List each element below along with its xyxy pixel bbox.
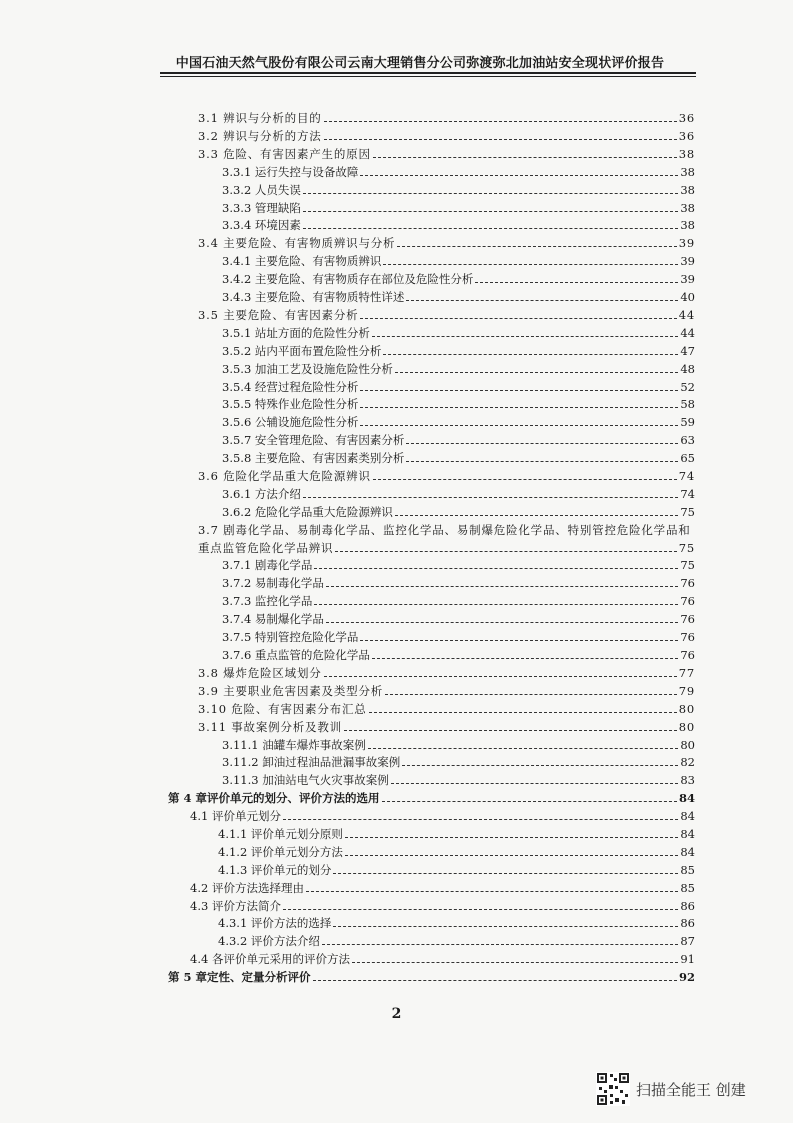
toc-entry-page: 52 xyxy=(680,380,695,394)
toc-entry-page: 38 xyxy=(680,165,695,179)
toc-leader-dots xyxy=(306,891,678,892)
toc-entry[interactable] xyxy=(222,414,695,430)
toc-leader-dots xyxy=(360,390,678,391)
toc-entry[interactable] xyxy=(222,200,695,216)
toc-entry[interactable] xyxy=(222,504,695,520)
toc-leader-dots xyxy=(333,873,678,874)
toc-entry[interactable] xyxy=(222,432,695,448)
toc-entry[interactable] xyxy=(198,110,695,126)
toc-entry[interactable] xyxy=(222,253,695,269)
toc-leader-dots xyxy=(395,372,678,373)
toc-entry-page: 38 xyxy=(680,201,695,215)
toc-entry-label: 3.5.6 公辅设施危险性分析 xyxy=(222,415,359,429)
toc-entry-label: 3.5.7 安全管理危险、有害因素分析 xyxy=(222,433,405,447)
toc-leader-dots xyxy=(369,712,677,713)
toc-entry-label: 重点监管危险化学品辨识 xyxy=(198,541,334,555)
toc-entry[interactable] xyxy=(218,862,695,878)
toc-leader-dots xyxy=(333,926,678,927)
toc-entry-label: 3.11.3 加油站电气火灾事故案例 xyxy=(222,773,389,787)
toc-leader-dots xyxy=(406,300,678,301)
toc-entry-label: 3.7.5 特别管控危险化学品 xyxy=(222,630,359,644)
toc-entry[interactable] xyxy=(198,235,695,251)
toc-entry[interactable] xyxy=(222,772,695,788)
toc-entry-label: 4.3.2 评价方法介绍 xyxy=(218,934,320,948)
toc-entry[interactable] xyxy=(198,128,695,144)
toc-entry[interactable] xyxy=(168,969,695,985)
toc-entry[interactable] xyxy=(222,361,695,377)
toc-entry-page: 75 xyxy=(678,541,695,555)
toc-entry[interactable] xyxy=(190,898,695,914)
toc-leader-dots xyxy=(326,622,678,623)
toc-entry-label: 3.2 辨识与分析的方法 xyxy=(198,129,322,143)
toc-entry-label: 3.6.1 方法介绍 xyxy=(222,487,301,501)
toc-leader-dots xyxy=(383,264,678,265)
toc-entry-page: 83 xyxy=(680,773,695,787)
toc-entry[interactable] xyxy=(190,951,695,967)
scanner-watermark xyxy=(596,1072,746,1106)
toc-entry-page: 86 xyxy=(680,916,695,930)
toc-entry-page: 36 xyxy=(678,129,695,143)
toc-entry-label: 3.4.3 主要危险、有害物质特性详述 xyxy=(222,290,405,304)
toc-entry-label: 3.4.2 主要危险、有害物质存在部位及危险性分析 xyxy=(222,272,474,286)
toc-leader-dots xyxy=(324,676,677,677)
toc-leader-dots xyxy=(406,443,678,444)
toc-entry-page: 40 xyxy=(680,290,695,304)
toc-entry[interactable] xyxy=(222,182,695,198)
toc-entry-page: 38 xyxy=(680,183,695,197)
toc-entry-label: 3.5.5 特殊作业危险性分析 xyxy=(222,397,359,411)
toc-entry-page: 74 xyxy=(680,487,695,501)
toc-leader-dots xyxy=(373,479,677,480)
toc-entry-page: 63 xyxy=(680,433,695,447)
toc-entry[interactable] xyxy=(198,683,695,699)
toc-entry-page: 38 xyxy=(678,147,695,161)
toc-entry[interactable] xyxy=(222,611,695,627)
toc-leader-dots xyxy=(368,748,679,749)
toc-entry[interactable] xyxy=(222,557,695,573)
toc-leader-dots xyxy=(372,658,678,659)
toc-entry-label: 3.6 危险化学品重大危险源辨识 xyxy=(198,469,371,483)
toc-entry-label: 3.11.1 油罐车爆炸事故案例 xyxy=(222,738,366,752)
toc-entry[interactable] xyxy=(222,271,695,287)
toc-entry-page: 80 xyxy=(678,702,695,716)
toc-entry-page: 76 xyxy=(680,648,695,662)
toc-entry[interactable] xyxy=(198,719,695,735)
toc-entry[interactable] xyxy=(222,164,695,180)
toc-entry-page: 77 xyxy=(678,666,695,680)
toc-leader-dots xyxy=(324,139,677,140)
toc-leader-dots xyxy=(360,318,676,319)
toc-entry-page: 84 xyxy=(680,827,695,841)
toc-leader-dots xyxy=(360,425,678,426)
toc-entry-label: 3.7.4 易制爆化学品 xyxy=(222,612,324,626)
toc-entry-label: 3.8 爆炸危险区域划分 xyxy=(198,666,322,680)
toc-leader-dots xyxy=(303,497,678,498)
toc-leader-dots xyxy=(324,121,677,122)
toc-entry[interactable] xyxy=(198,146,695,162)
toc-entry-page: 85 xyxy=(680,863,695,877)
toc-entry-label: 4.1.3 评价单元的划分 xyxy=(218,863,332,877)
toc-entry[interactable] xyxy=(190,880,695,896)
toc-entry-label: 3.3.4 环境因素 xyxy=(222,218,301,232)
toc-entry[interactable] xyxy=(222,486,695,502)
toc-entry-page: 84 xyxy=(680,809,695,823)
toc-entry-page: 44 xyxy=(678,308,695,322)
toc-entry-label: 3.10 危险、有害因素分布汇总 xyxy=(198,702,367,716)
toc-entry[interactable] xyxy=(222,629,695,645)
toc-entry[interactable] xyxy=(222,325,695,341)
toc-entry-label: 4.1.1 评价单元划分原则 xyxy=(218,827,343,841)
toc-entry-label: 3.1 辨识与分析的目的 xyxy=(198,111,322,125)
toc-leader-dots xyxy=(322,944,678,945)
toc-entry-label: 3.11.2 卸油过程油品泄漏事故案例 xyxy=(222,755,401,769)
toc-leader-dots xyxy=(372,336,678,337)
toc-leader-dots xyxy=(360,175,678,176)
toc-entry-page: 59 xyxy=(680,415,695,429)
toc-leader-dots xyxy=(314,568,678,569)
toc-entry[interactable] xyxy=(222,737,695,753)
toc-entry[interactable] xyxy=(198,468,695,484)
toc-entry[interactable] xyxy=(222,379,695,395)
toc-leader-dots xyxy=(326,586,678,587)
header-rule xyxy=(160,72,696,74)
toc-entry[interactable] xyxy=(222,396,695,412)
toc-entry-page: 76 xyxy=(680,594,695,608)
toc-entry-label: 3.11 事故案例分析及教训 xyxy=(198,720,342,734)
toc-entry[interactable] xyxy=(222,343,695,359)
page-number: 2 xyxy=(391,1006,402,1022)
toc-leader-dots xyxy=(283,819,678,820)
toc-entry-page: 39 xyxy=(680,254,695,268)
toc-leader-dots xyxy=(397,246,676,247)
toc-entry-page: 48 xyxy=(680,362,695,376)
toc-leader-dots xyxy=(360,640,678,641)
toc-entry-label: 4.1 评价单元划分 xyxy=(190,809,281,823)
toc-leader-dots xyxy=(303,193,678,194)
toc-entry-label: 4.4 各评价单元采用的评价方法 xyxy=(190,952,350,966)
toc-leader-dots xyxy=(314,604,678,605)
toc-leader-dots xyxy=(385,694,677,695)
toc-entry-label: 3.4.1 主要危险、有害物质辨识 xyxy=(222,254,382,268)
toc-entry-page: 75 xyxy=(680,505,695,519)
toc-entry-label: 4.3.1 评价方法的选择 xyxy=(218,916,332,930)
toc-entry-page: 76 xyxy=(680,630,695,644)
toc-entry-page: 39 xyxy=(680,272,695,286)
toc-entry-label: 3.7.6 重点监管的危险化学品 xyxy=(222,648,370,662)
toc-entry-label: 3.5.2 站内平面布置危险性分析 xyxy=(222,344,382,358)
toc-entry[interactable] xyxy=(218,915,695,931)
toc-entry[interactable] xyxy=(222,647,695,663)
toc-entry-page: 58 xyxy=(680,397,695,411)
toc-entry[interactable] xyxy=(198,540,695,556)
toc-leader-dots xyxy=(335,551,676,552)
toc-entry-label: 3.7.1 剧毒化学品 xyxy=(222,558,313,572)
toc-entry[interactable] xyxy=(198,665,695,681)
toc-entry-label: 4.3 评价方法简介 xyxy=(190,899,281,913)
toc-leader-dots xyxy=(283,909,678,910)
toc-entry-page: 74 xyxy=(678,469,695,483)
toc-entry-page: 80 xyxy=(678,720,695,734)
toc-leader-dots xyxy=(345,855,678,856)
toc-leader-dots xyxy=(373,157,677,158)
toc-entry-label: 3.5.3 加油工艺及设施危险性分析 xyxy=(222,362,393,376)
toc-leader-dots xyxy=(391,783,679,784)
toc-entry[interactable] xyxy=(222,217,695,233)
toc-entry-page: 36 xyxy=(678,111,695,125)
toc-entry-label: 3.3.2 人员失误 xyxy=(222,183,301,197)
toc-entry[interactable] xyxy=(190,808,695,824)
toc-entry[interactable] xyxy=(218,826,695,842)
qr-code-icon xyxy=(596,1072,630,1106)
toc-entry-page: 91 xyxy=(680,952,695,966)
toc-leader-dots xyxy=(303,211,678,212)
watermark-text: 扫描全能王 创建 xyxy=(636,1080,746,1099)
toc-entry-label: 3.5 主要危险、有害因素分析 xyxy=(198,308,359,322)
toc-entry-page: 80 xyxy=(680,738,695,752)
toc-entry-label: 3.3 危险、有害因素产生的原因 xyxy=(198,147,371,161)
toc-entry-label: 3.9 主要职业危害因素及类型分析 xyxy=(198,684,384,698)
toc-entry-label: 3.6.2 危险化学品重大危险源辨识 xyxy=(222,505,393,519)
toc-leader-dots xyxy=(303,228,678,229)
toc-entry-page: 92 xyxy=(678,970,695,984)
toc-entry-label: 第 5 章定性、定量分析评价 xyxy=(168,970,311,984)
toc-entry-label: 3.7.2 易制毒化学品 xyxy=(222,576,324,590)
toc-leader-dots xyxy=(345,837,678,838)
toc-leader-dots xyxy=(313,980,677,981)
toc-entry-label: 第 4 章评价单元的划分、评价方法的选用 xyxy=(168,791,380,805)
toc-entry-page: 38 xyxy=(680,218,695,232)
toc-heading-line: 3.7 剧毒化学品、易制毒化学品、监控化学品、易制爆危险化学品、特别管控危险化学品和 xyxy=(198,523,691,537)
toc-entry-page: 86 xyxy=(680,899,695,913)
toc-leader-dots xyxy=(352,962,678,963)
toc-entry[interactable] xyxy=(168,790,695,806)
toc-entry-page: 87 xyxy=(680,934,695,948)
toc-entry-page: 75 xyxy=(680,558,695,572)
toc-entry-label: 3.4 主要危险、有害物质辨识与分析 xyxy=(198,236,396,250)
toc-entry-page: 39 xyxy=(678,236,695,250)
toc-entry-label: 3.7.3 监控化学品 xyxy=(222,594,313,608)
page-header-title: 中国石油天然气股份有限公司云南大理销售分公司弥渡弥北加油站安全现状评价报告 xyxy=(175,56,665,71)
toc-leader-dots xyxy=(382,801,677,802)
toc-leader-dots xyxy=(406,461,678,462)
toc-leader-dots xyxy=(475,282,678,283)
toc-entry[interactable] xyxy=(222,754,695,770)
toc-entry[interactable] xyxy=(218,844,695,860)
toc-entry-page: 76 xyxy=(680,576,695,590)
toc-entry-label: 3.5.4 经营过程危险性分析 xyxy=(222,380,359,394)
toc-entry-label: 3.5.1 站址方面的危险性分析 xyxy=(222,326,370,340)
toc-entry[interactable] xyxy=(222,593,695,609)
toc-entry-label: 3.3.1 运行失控与设备故障 xyxy=(222,165,359,179)
toc-entry-page: 79 xyxy=(678,684,695,698)
toc-entry-label: 3.5.8 主要危险、有害因素类别分析 xyxy=(222,451,405,465)
toc-leader-dots xyxy=(402,765,678,766)
toc-entry[interactable] xyxy=(222,289,695,305)
toc-entry-label: 4.1.2 评价单元划分方法 xyxy=(218,845,343,859)
toc-leader-dots xyxy=(360,407,678,408)
toc-entry-page: 84 xyxy=(680,845,695,859)
toc-entry-page: 65 xyxy=(680,451,695,465)
toc-entry-page: 85 xyxy=(680,881,695,895)
toc-entry[interactable] xyxy=(222,450,695,466)
toc-entry-page: 84 xyxy=(678,791,695,805)
toc-entry-page: 76 xyxy=(680,612,695,626)
toc-entry[interactable] xyxy=(222,575,695,591)
toc-entry[interactable] xyxy=(218,933,695,949)
toc-leader-dots xyxy=(395,515,678,516)
toc-entry-label: 3.3.3 管理缺陷 xyxy=(222,201,301,215)
toc-entry-label: 4.2 评价方法选择理由 xyxy=(190,881,304,895)
toc-entry[interactable] xyxy=(198,701,695,717)
toc-entry[interactable] xyxy=(198,307,695,323)
toc-entry-page: 44 xyxy=(680,326,695,340)
toc-leader-dots xyxy=(383,354,678,355)
toc-entry-page: 82 xyxy=(680,755,695,769)
toc-leader-dots xyxy=(344,730,677,731)
header-rule-thin xyxy=(160,76,696,77)
toc-entry-page: 47 xyxy=(680,344,695,358)
